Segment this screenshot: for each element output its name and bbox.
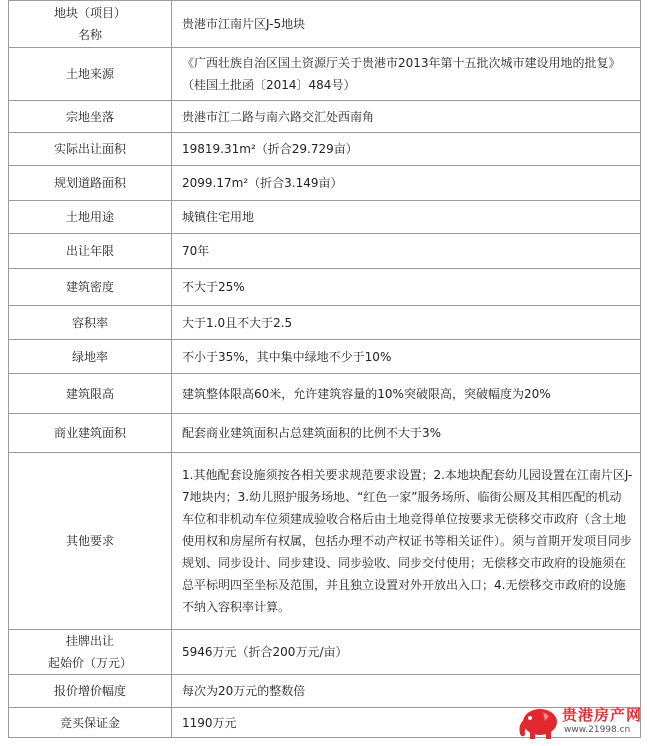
- table-row: [9, 234, 641, 269]
- row-label: 宗地坐落: [9, 101, 172, 133]
- row-value: 2099.17m²（折合3.149亩）: [172, 166, 641, 201]
- row-label: 商业建筑面积: [9, 414, 172, 453]
- row-value: 5946万元（折合200万元/亩）: [172, 630, 641, 675]
- row-value: 不小于35%，其中集中绿地不少于10%: [172, 340, 641, 374]
- row-label: 挂牌出让 起始价（万元）: [9, 630, 172, 675]
- table-row: [9, 101, 641, 133]
- row-value: 1.其他配套设施须按各相关要求规范要求设置；2.本地块配套幼儿园设置在江南片区J-7地块内；3.幼儿照护服务场地、“红色一家”服务场所、临街公厕及其相匹配的机动车位和非机动车位须建成验收合格后由土地竞得单位按要求无偿移交市政府（含土地使用权和房屋所有权属，包括办理不动产权证书等相关证件）。须与首期开发项目同步规划、同步设计、同步建设、同步验收、同步交付使用；无偿移交市政府的设施须在总平标明四至坐标及范围，并且独立设置对外开放出入口；4.无偿移交市政府的设施不纳入容积率计算。: [172, 453, 641, 630]
- row-value: 每次为20万元的整数倍: [172, 675, 641, 708]
- table-row: [9, 166, 641, 201]
- table-row: [9, 269, 641, 306]
- table-row: [9, 414, 641, 453]
- row-value: 大于1.0且不大于2.5: [172, 306, 641, 340]
- table-row: [9, 630, 641, 675]
- row-value: 建筑整体限高60米，允许建筑容量的10%突破限高，突破幅度为20%: [172, 374, 641, 414]
- row-value: 《广西壮族自治区国土资源厅关于贵港市2013年第十五批次城市建设用地的批复》（桂国土批函〔2014〕484号）: [172, 48, 641, 101]
- row-label: 建筑限高: [9, 374, 172, 414]
- row-label: 绿地率: [9, 340, 172, 374]
- table-row: [9, 133, 641, 166]
- site-watermark: [514, 702, 646, 742]
- table-row: [9, 453, 641, 630]
- table-row: [9, 48, 641, 101]
- row-label: 出让年限: [9, 234, 172, 269]
- row-label: 实际出让面积: [9, 133, 172, 166]
- row-label: 容积率: [9, 306, 172, 340]
- row-label: 其他要求: [9, 453, 172, 630]
- row-value: 19819.31m²（折合29.729亩）: [172, 133, 641, 166]
- elephant-logo-icon: [516, 702, 562, 746]
- row-label: 报价增价幅度: [9, 675, 172, 708]
- row-label: 竞买保证金: [9, 708, 172, 738]
- table-row: [9, 201, 641, 234]
- row-value: 城镇住宅用地: [172, 201, 641, 234]
- table-row: [9, 306, 641, 340]
- row-value: 70年: [172, 234, 641, 269]
- row-label: 地块（项目） 名称: [9, 1, 172, 48]
- row-value: 1190万元: [172, 708, 641, 738]
- watermark-url: www.21998.cn: [564, 725, 631, 735]
- table-row: [9, 374, 641, 414]
- watermark-text: 贵港房产网: [562, 706, 643, 724]
- row-label: 建筑密度: [9, 269, 172, 306]
- table-row: [9, 340, 641, 374]
- row-value: 贵港市江二路与南六路交汇处西南角: [172, 101, 641, 133]
- row-label: 土地用途: [9, 201, 172, 234]
- row-value: 贵港市江南片区J-5地块: [172, 1, 641, 48]
- row-label: 土地来源: [9, 48, 172, 101]
- table-row: [9, 1, 641, 48]
- land-info-table: [8, 0, 641, 738]
- row-value: 配套商业建筑面积占总建筑面积的比例不大于3%: [172, 414, 641, 453]
- row-value: 不大于25%: [172, 269, 641, 306]
- row-label: 规划道路面积: [9, 166, 172, 201]
